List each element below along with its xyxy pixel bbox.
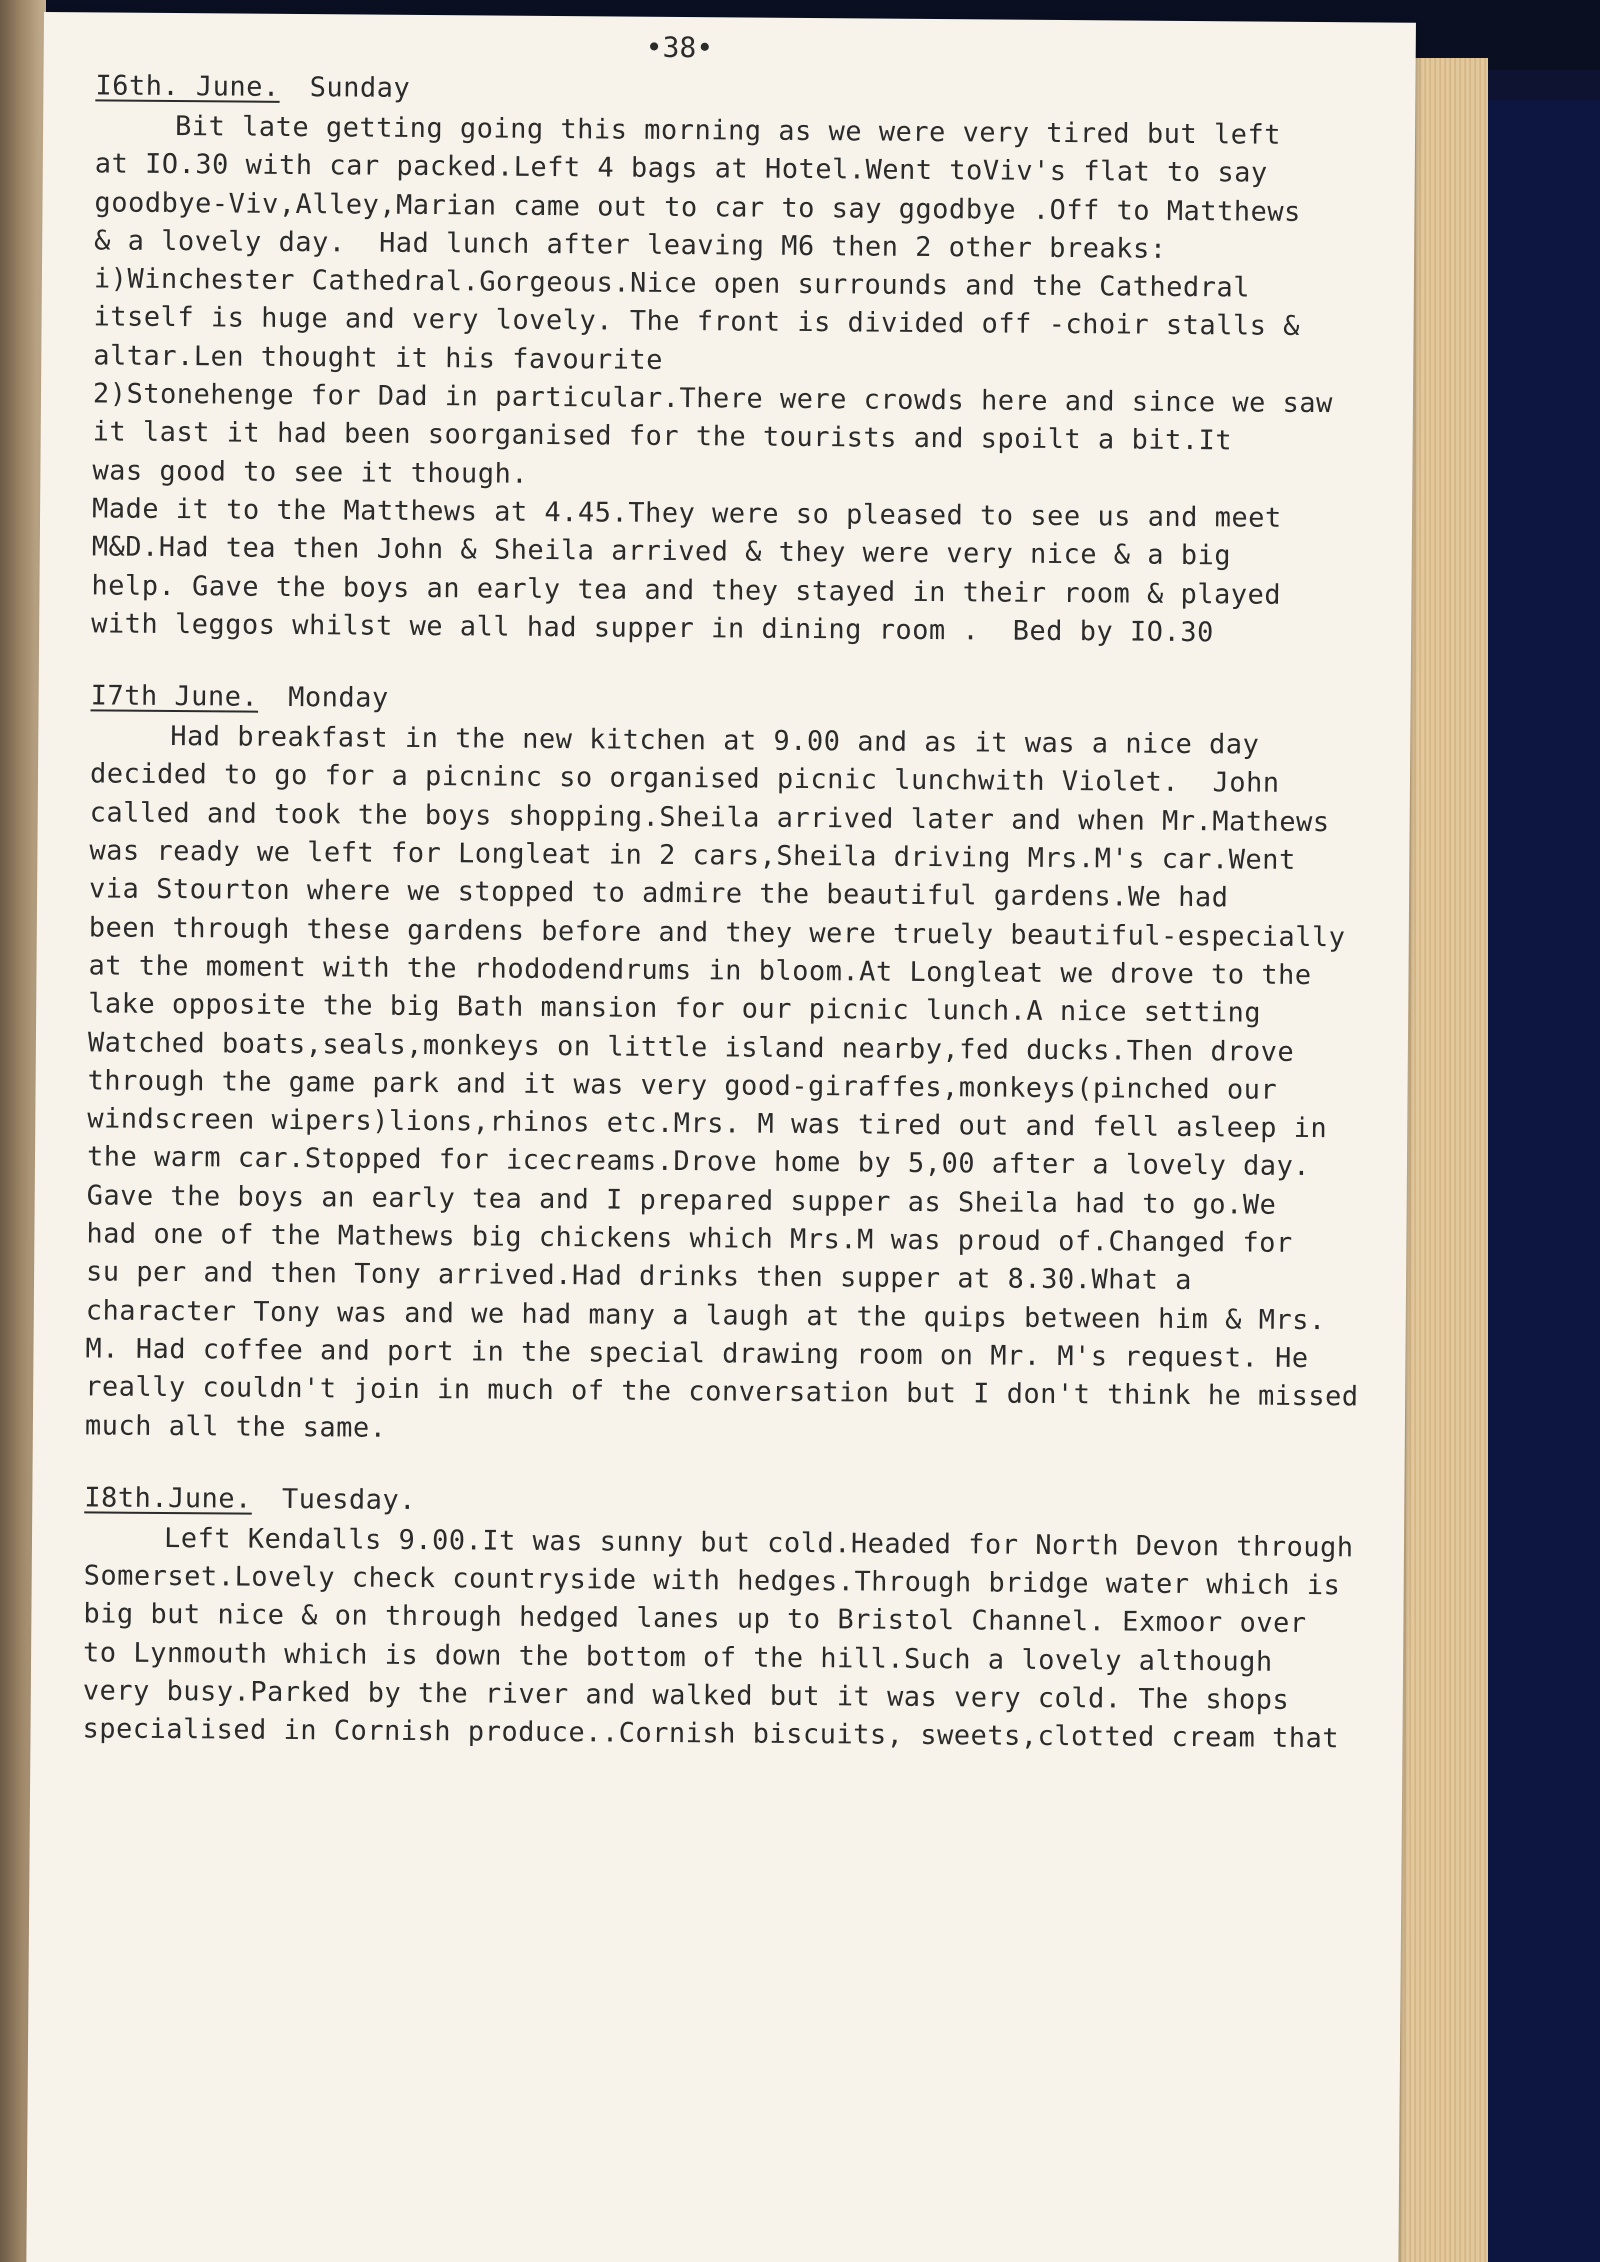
entry-line: help. Gave the boys an early tea and they stayed in their room & played: [91, 569, 1282, 611]
entry-line: big but nice & on through hedged lanes up to Bristol Channel. Exmoor over: [83, 1598, 1307, 1640]
diary-entry-18-june: [82, 1479, 1414, 1759]
entry-line: was good to see it though.: [92, 455, 529, 490]
diary-entry-16-june: [91, 67, 1425, 654]
entry-date: I7th June.: [90, 680, 259, 713]
entry-line: M. Had coffee and port in the special drawing room on Mr. M's request. He: [85, 1333, 1309, 1374]
entry-line: had one of the Mathews big chickens which Mrs.M was proud of.Changed for: [86, 1218, 1293, 1259]
entry-line: Somerset.Lovely check countryside with hedges.Through bridge water which is: [83, 1560, 1341, 1602]
entry-line: Gave the boys an early tea and I prepared supper as Sheila had to go.We: [86, 1180, 1277, 1221]
entry-line: via Stourton where we stopped to admire the beautiful gardens.We had: [88, 873, 1229, 914]
entry-line: itself is huge and very lovely. The front is divided off -choir stalls &: [93, 301, 1301, 343]
diary-text: [82, 67, 1425, 1793]
entry-line: su per and then Tony arrived.Had drinks then supper at 8.30.What a: [85, 1256, 1193, 1297]
entry-line: was ready we left for Longleat in 2 cars,Sheila driving Mrs.M's car.Went: [89, 835, 1296, 876]
diary-page: [26, 12, 1416, 2262]
entry-line: really couldn't join in much of the conversation but I don't think he missed: [85, 1371, 1359, 1413]
entry-line: the warm car.Stopped for icecreams.Drove home by 5,00 after a lovely day.: [86, 1141, 1311, 1183]
entry-line: at the moment with the rhododendrums in bloom.At Longleat we drove to the: [88, 950, 1312, 991]
entry-line: Bit late getting going this morning as we were very tired but left: [174, 111, 1282, 151]
entry-line: i)Winchester Cathedral.Gorgeous.Nice open surrounds and the Cathedral: [93, 263, 1251, 304]
entry-date: I6th. June.: [95, 70, 280, 103]
entry-line: Left Kendalls 9.00.It was sunny but cold.Headed for North Devon through: [163, 1522, 1354, 1564]
entry-date: I8th.June.: [84, 1482, 253, 1515]
entry-line: character Tony was and we had many a laugh at the quips between him & Mrs.: [85, 1294, 1326, 1336]
diary-entry-17-june: [85, 678, 1421, 1456]
entry-line: much all the same.: [84, 1409, 387, 1444]
entry-line: lake opposite the big Bath mansion for our picnic lunch.A nice setting: [88, 988, 1262, 1029]
entry-line: called and took the boys shopping.Sheila arrived later and when Mr.Mathews: [89, 797, 1330, 838]
entry-day: Sunday: [309, 72, 411, 104]
entry-line: 2)Stonehenge for Dad in particular.There were crowds here and since we saw: [92, 378, 1333, 420]
entry-day: Tuesday.: [281, 1483, 417, 1516]
entry-line: it last it had been soorganised for the tourists and spoilt a bit.It: [92, 416, 1233, 457]
entry-line: M&D.Had tea then John & Sheila arrived & they were very nice & a big: [91, 531, 1232, 572]
entry-line: to Lynmouth which is down the bottom of the hill.Such a lovely although: [82, 1637, 1273, 1678]
entry-line: altar.Len thought it his favourite: [93, 340, 664, 376]
entry-line: windscreen wipers)lions,rhinos etc.Mrs. M was tired out and fell asleep in: [87, 1103, 1328, 1145]
entry-line: goodbye-Viv,Alley,Marian came out to car to say ggodbye .Off to Matthews: [94, 186, 1301, 228]
entry-line: very busy.Parked by the river and walked but it was very cold. The shops: [82, 1675, 1290, 1716]
entry-line: Made it to the Matthews at 4.45.They were so pleased to see us and meet: [91, 493, 1282, 534]
entry-line: Watched boats,seals,monkeys on little island nearby,fed ducks.Then drove: [87, 1026, 1295, 1068]
entry-line: through the game park and it was very good-giraffes,monkeys(pinched our: [87, 1065, 1278, 1106]
entry-line: with leggos whilst we all had supper in dining room . Bed by IO.30: [91, 608, 1214, 649]
entry-line: at IO.30 with car packed.Left 4 bags at Hotel.Went toViv's flat to say: [94, 148, 1268, 189]
page-number: •38•: [645, 30, 714, 65]
entry-line: specialised in Cornish produce..Cornish biscuits, sweets,clotted cream that: [82, 1713, 1340, 1755]
entry-line: decided to go for a picninc so organised picnic lunchwith Violet. John: [89, 758, 1280, 800]
entry-line: Had breakfast in the new kitchen at 9.00 and as it was a nice day: [170, 721, 1260, 761]
entry-line: & a lovely day. Had lunch after leaving M6 then 2 other breaks:: [94, 225, 1167, 265]
entry-day: Monday: [288, 682, 389, 714]
entry-line: been through these gardens before and they were truely beautiful-especially: [88, 912, 1346, 953]
